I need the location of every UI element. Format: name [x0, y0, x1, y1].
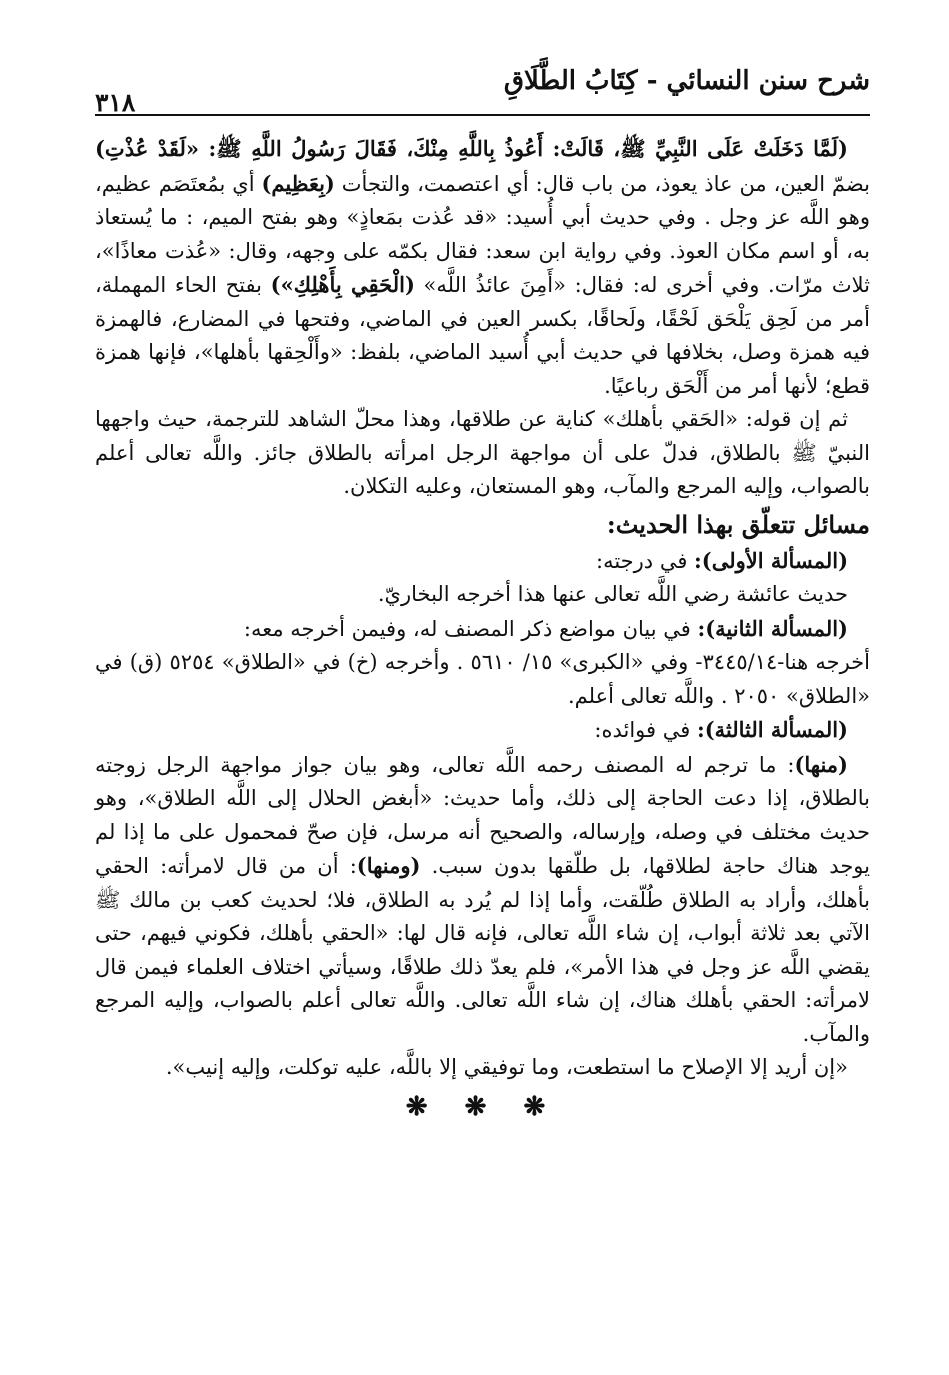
commentary-text: بضمّ العين، من عاذ يعوذ، من باب قال: أي اعتصمت، والتجأت: [334, 171, 870, 196]
issue-three-body: [95, 748, 870, 1052]
page-number: ٣١٨: [95, 88, 136, 117]
commentary-paragraph: ثم إن قوله: «الحَقي بأهلك» كناية عن طلاقها، وهذا محلّ الشاهد للترجمة، حيث واجهها النبيّ ﷺ بالطلاق، فدلّ على أن مواجهة الرجل امرأته بالطلاق جائز. واللَّه تعالى أعلم بالصواب، وإليه المرجع والمآب، وهو المستعان، وعليه التكلان.: [95, 407, 870, 498]
commentary-text: بفتح الحاء المهملة، أمر من لَحِق يَلْحَق لَحْقًا، ولَحاقًا، بكسر العين في الماضي، وفتحها في المضارع، فالهمزة فيه همزة وصل، بخلافها في حديث أبي أُسيد الماضي، بلفظ: «وأَلْحِقها بأهلها»، فإنها همزة قطع؛ لأنها أمر من أَلْحَق رباعيًا.: [95, 273, 870, 398]
hadith-word: (الْحَقِي بِأَهْلِكِ»): [270, 272, 415, 297]
book-page: [95, 58, 870, 1348]
hadith-commentary-paragraph: [95, 132, 870, 403]
page-body: [95, 132, 870, 1127]
benefit-label: (ومنها): [356, 853, 421, 878]
issue-three-title: [95, 713, 870, 748]
section-heading: مسائل تتعلّق بهذا الحديث:: [606, 509, 870, 539]
issue-title: في فوائده:: [594, 718, 697, 742]
hadith-word: (بِعَظِيم): [261, 170, 335, 196]
issue-one-body: حديث عائشة رضي اللَّه تعالى عنها هذا أخرجه البخاريّ.: [377, 582, 848, 606]
running-title: شرح سنن النسائي - كِتَابُ الطَّلَاقِ: [503, 66, 870, 96]
commentary-text: أي بمُعتَصَم عظيم، وهو اللَّه عز وجل . وفي حديث أبي أُسيد: «قد عُذت بمَعاذٍ» وهو بفتح الميم، : ما يُستعاذ به، أو اسم مكان العوذ. وفي رواية ابن سعد: فقال بكمّه على وجهه، وقال: «عُذت معاذًا»، ثلاث مرّات. وفي أخرى له: فقال: «أَمِنَ عائذُ اللَّه»: [95, 171, 870, 297]
issue-one-title: [95, 544, 870, 579]
benefit-label: (منها): [794, 751, 848, 777]
closing-quote: «إن أريد إلا الإصلاح ما استطعت، وما توفيقي إلا باللَّه، عليه توكلت، وإليه إنيب».: [165, 1055, 848, 1079]
issue-title: في درجته:: [596, 548, 695, 573]
page-header: [95, 58, 870, 116]
issue-label: (المسألة الثانية):: [697, 615, 848, 641]
issue-two-title: [95, 612, 870, 647]
benefit-text: : ما ترجم له المصنف رحمه اللَّه تعالى، وهو بيان جواز مواجهة الرجل زوجته بالطلاق، إذا دعت الحاجة إلى ذلك، وأما حديث: «أبغض الحلال إلى اللَّه الطلاق»، وهو حديث مختلف في وصله، وإرساله، والصحيح أنه مرسل، فإن صحّ فمحمول على ما إذا لم يوجد هناك حاجة لطلاقها، بل طلّقها بدون سبب.: [95, 752, 870, 878]
issue-two-body: أخرجه هنا-٣٤٤٥/١٤- وفي «الكبرى» ١٥/ ٥٦١٠ . وأخرجه (خ) في «الطلاق» ٥٢٥٤ (ق) في «الطلاق» ٢٠٥٠ . واللَّه تعالى أعلم.: [95, 650, 870, 708]
issue-label: (المسألة الثالثة):: [696, 717, 848, 742]
benefit-text: : أن من قال لامرأته: الحقي بأهلك، وأراد به الطلاق طُلّقت، وأما إذا لم يُرد به الطلاق، فلا؛ لحديث كعب بن مالك ﷺ الآتي بعد ثلاثة أبواب، إن شاء اللَّه تعالى، فإنه قال لها: «الحقي بأهلك، فكوني فيهم، حتى يقضي اللَّه عز وجل في هذا الأمر»، فلم يعدّ ذلك طلاقًا، وسيأتي اختلاف العلماء فيمن قال لامرأته: الحقي بأهلك هناك، إن شاء اللَّه تعالى. واللَّه تعالى أعلم بالصواب، وإليه المرجع والمآب.: [95, 854, 870, 1046]
issue-title: في بيان مواضع ذكر المصنف له، وفيمن أخرجه معه:: [243, 616, 698, 641]
issue-label: (المسألة الأولى):: [694, 547, 848, 573]
hadith-text: (لَمَّا دَخَلَتْ عَلَى النَّبِيِّ ﷺ، قَالَتْ: أَعُوذُ بِاللَّهِ مِنْكَ، فَقَالَ رَسُولُ اللَّهِ ﷺ: «لَقَدْ عُذْتِ): [95, 136, 848, 161]
section-end-stars: ❋ ❋ ❋: [405, 1091, 560, 1122]
